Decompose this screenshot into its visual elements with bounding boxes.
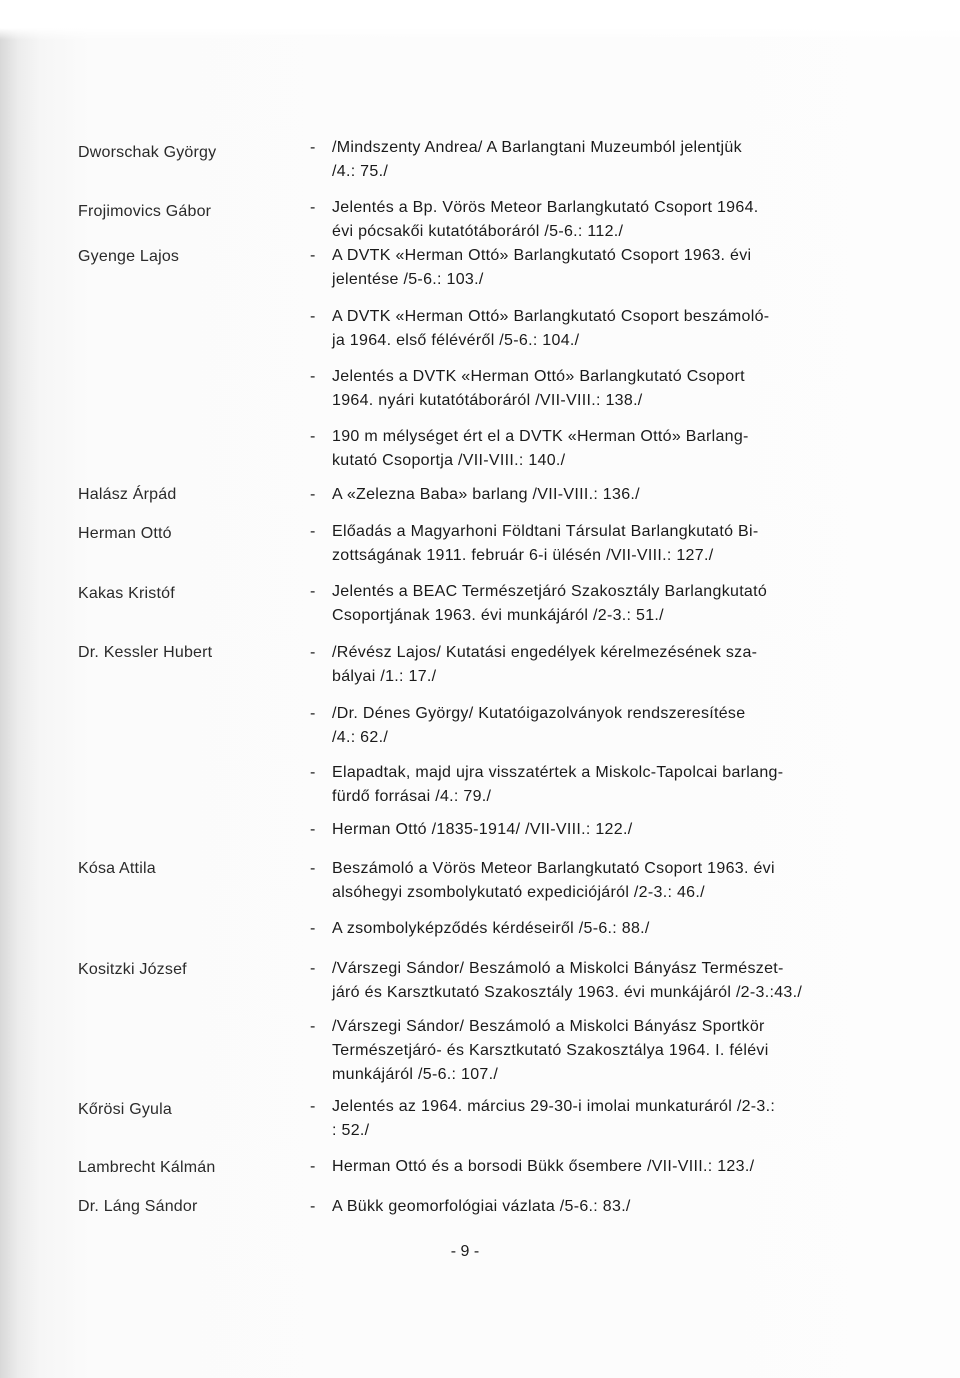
author-name: Kositzki József (78, 961, 187, 978)
entry-line: /Mindszenty Andrea/ A Barlangtani Muzeumból jelentjük (332, 139, 742, 156)
bibliography-entry (310, 917, 850, 941)
entry-dash: - (310, 523, 316, 540)
entry-line: Herman Ottó /1835-1914/ /VII-VIII.: 122./ (332, 821, 633, 838)
bibliography-entry (310, 702, 850, 750)
author-name: Dr. Kessler Hubert (78, 644, 213, 661)
entry-line: ja 1964. első félévéről /5-6.: 104./ (332, 332, 580, 349)
entry-line: jelentése /5-6.: 103./ (332, 271, 484, 288)
entry-line: Beszámoló a Vörös Meteor Barlangkutató Csoport 1963. évi (332, 860, 775, 877)
entry-line: bályai /1.: 17./ (332, 668, 437, 685)
entry-line: járó és Karsztkutató Szakosztály 1963. évi munkájáról /2-3.:43./ (332, 984, 803, 1001)
entry-dash: - (310, 920, 316, 937)
entry-line: Jelentés a DVTK «Herman Ottó» Barlangkutató Csoport (332, 368, 745, 385)
bibliography-entry (310, 1195, 850, 1219)
bibliography-entry (310, 1095, 850, 1143)
bibliography-entry (310, 818, 850, 842)
entry-line: Elapadtak, majd ujra visszatértek a Miskolc-Tapolcai barlang- (332, 764, 784, 781)
author-name: Dworschak György (78, 144, 217, 161)
entry-line: Herman Ottó és a borsodi Bükk ősembere /VII-VIII.: 123./ (332, 1158, 755, 1175)
bibliography-entry (310, 761, 850, 809)
entry-line: /4.: 62./ (332, 729, 389, 746)
entry-dash: - (310, 139, 316, 156)
page-number: - 9 - (450, 1243, 480, 1260)
bibliography-entry (310, 305, 850, 353)
entry-line: A DVTK «Herman Ottó» Barlangkutató Csoport beszámoló- (332, 308, 770, 325)
entry-dash: - (310, 1158, 316, 1175)
entry-dash: - (310, 860, 316, 877)
author-name: Frojimovics Gábor (78, 203, 212, 220)
bibliography-entry (310, 580, 850, 628)
entry-line: Előadás a Magyarhoni Földtani Társulat Barlangkutató Bi- (332, 523, 759, 540)
entry-line: /Dr. Dénes György/ Kutatóigazolványok rendszeresítése (332, 705, 746, 722)
bibliography-entry (310, 1155, 850, 1179)
entry-dash: - (310, 705, 316, 722)
author-name: Kakas Kristóf (78, 585, 175, 602)
author-name: Dr. Láng Sándor (78, 1198, 198, 1215)
entry-line: évi pócsakői kutatótáboráról /5-6.: 112./ (332, 223, 624, 240)
author-name: Gyenge Lajos (78, 248, 180, 265)
bibliography-entry (310, 483, 850, 507)
entry-line: Csoportjának 1963. évi munkájáról /2-3.: 51./ (332, 607, 664, 624)
entry-dash: - (310, 308, 316, 325)
author-name: Kósa Attila (78, 860, 156, 877)
entry-line: /Várszegi Sándor/ Beszámoló a Miskolci Bányász Természet- (332, 960, 784, 977)
entry-dash: - (310, 199, 316, 216)
bibliography-entry (310, 957, 850, 1005)
entry-dash: - (310, 1098, 316, 1115)
entry-dash: - (310, 764, 316, 781)
entry-line: A «Zelezna Baba» barlang /VII-VIII.: 136./ (332, 486, 640, 503)
author-name: Lambrecht Kálmán (78, 1159, 216, 1176)
entry-line: kutató Csoportja /VII-VIII.: 140./ (332, 452, 566, 469)
bibliography-entry (310, 196, 850, 244)
entry-line: fürdő forrásai /4.: 79./ (332, 788, 492, 805)
entry-line: /Révész Lajos/ Kutatási engedélyek kérelmezésének sza- (332, 644, 758, 661)
entry-dash: - (310, 583, 316, 600)
entry-line: A zsombolyképződés kérdéseiről /5-6.: 88./ (332, 920, 650, 937)
entry-dash: - (310, 1198, 316, 1215)
bibliography-entry (310, 425, 850, 473)
entry-line: A Bükk geomorfológiai vázlata /5-6.: 83./ (332, 1198, 631, 1215)
entry-dash: - (310, 486, 316, 503)
bibliography-entry (310, 520, 850, 568)
entry-dash: - (310, 1018, 316, 1035)
entry-line: A DVTK «Herman Ottó» Barlangkutató Csoport 1963. évi (332, 247, 752, 264)
bibliography-entry (310, 365, 850, 413)
entry-line: Jelentés a Bp. Vörös Meteor Barlangkutató Csoport 1964. (332, 199, 759, 216)
entry-line: munkájáról /5-6.: 107./ (332, 1066, 499, 1083)
author-name: Herman Ottó (78, 525, 172, 542)
bibliography-entry (310, 244, 850, 292)
entry-line: Jelentés a BEAC Természetjáró Szakosztály Barlangkutató (332, 583, 768, 600)
scan-edge (0, 0, 960, 40)
entry-dash: - (310, 368, 316, 385)
entry-dash: - (310, 960, 316, 977)
bibliography-entry (310, 1015, 850, 1087)
entry-dash: - (310, 247, 316, 264)
entry-dash: - (310, 428, 316, 445)
bibliography-entry (310, 641, 850, 689)
entry-line: 1964. nyári kutatótáboráról /VII-VIII.: 138./ (332, 392, 643, 409)
entry-line: zottságának 1911. február 6-i ülésén /VII-VIII.: 127./ (332, 547, 714, 564)
bibliography-entry (310, 136, 850, 184)
entry-line: Természetjáró- és Karsztkutató Szakosztálya 1964. I. félévi (332, 1042, 769, 1059)
entry-dash: - (310, 821, 316, 838)
entry-line: Jelentés az 1964. március 29-30-i imolai munkaturáról /2-3.: (332, 1098, 776, 1115)
bibliography-entry (310, 857, 850, 905)
entry-line: /Várszegi Sándor/ Beszámoló a Miskolci Bányász Sportkör (332, 1018, 765, 1035)
author-name: Kőrösi Gyula (78, 1101, 172, 1118)
entry-line: : 52./ (332, 1122, 370, 1139)
entry-line: alsóhegyi zsombolykutató expediciójáról /2-3.: 46./ (332, 884, 705, 901)
entry-line: 190 m mélységet ért el a DVTK «Herman Ottó» Barlang- (332, 428, 749, 445)
entry-line: /4.: 75./ (332, 163, 389, 180)
entry-dash: - (310, 644, 316, 661)
author-name: Halász Árpád (78, 486, 177, 503)
